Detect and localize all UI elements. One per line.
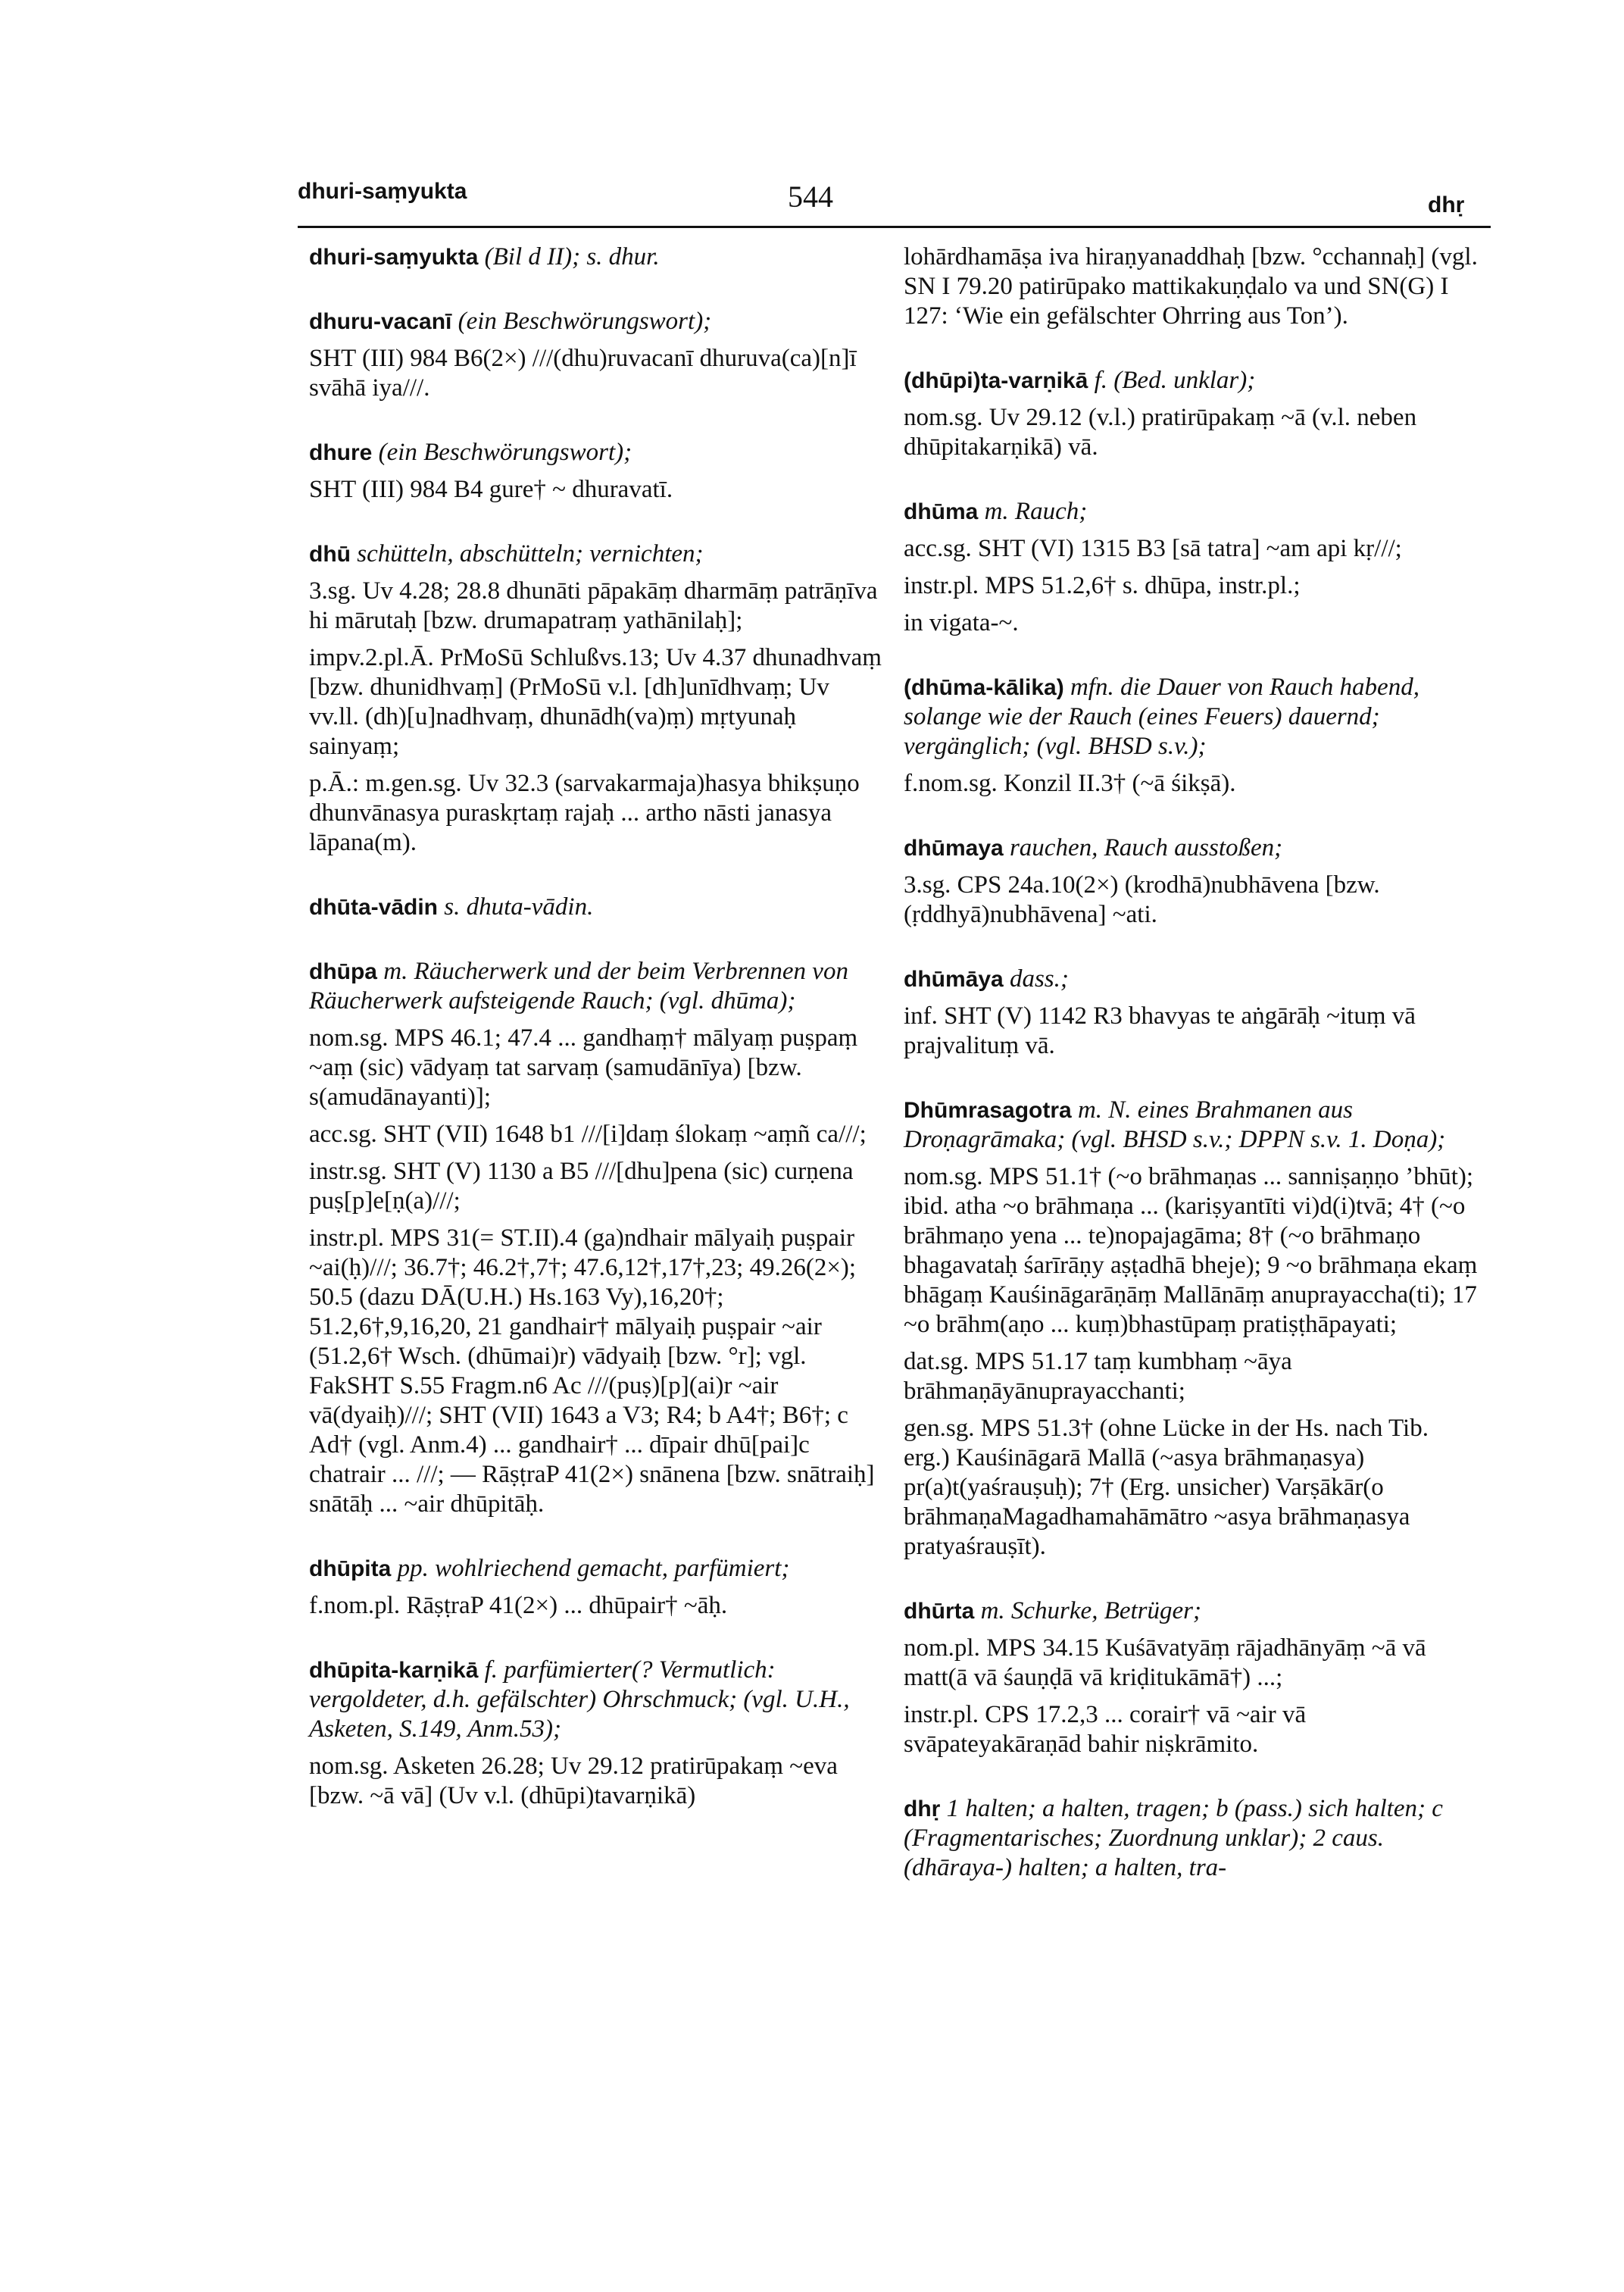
entry-headword: dhṛ [904, 1796, 941, 1821]
dictionary-entry [309, 1554, 885, 1621]
entry-definition: schütteln, abschütteln; vernichten; [357, 540, 704, 568]
entry-definition: (Bil d II); s. dhur. [484, 243, 660, 270]
entry-headword: Dhūmrasagotra [904, 1098, 1072, 1123]
entry-headword: dhūta-vādin [309, 895, 438, 920]
entry-citation: SHT (III) 984 B4 gure† ~ dhuravatī. [309, 476, 673, 503]
entry-definition: pp. wohlriechend gemacht, parfümiert; [397, 1555, 790, 1582]
entry-citation: acc.sg. SHT (VII) 1648 b1 ///[i]daṃ ślokaṃ ~aṃñ ca///; [309, 1121, 867, 1148]
entry-headword: dhūmāya [904, 967, 1004, 992]
entry-citation: instr.pl. MPS 51.2,6† s. dhūpa, instr.pl.; [904, 572, 1301, 599]
dictionary-entry [309, 1656, 885, 1811]
header-rule [298, 226, 1491, 228]
page-number: 544 [788, 180, 833, 214]
entry-headword: dhū [309, 542, 351, 567]
dictionary-entry [309, 307, 885, 403]
entry-citation: f.nom.sg. Konzil II.3† (~ā śikṣā). [904, 770, 1236, 797]
entry-headword: (dhūma-kālika) [904, 675, 1064, 700]
entry-headword: dhure [309, 440, 373, 465]
entry-citation: SHT (III) 984 B6(2×) ///(dhu)ruvacanī dhuruva(ca)[n]ī svāhā iya///. [309, 345, 857, 402]
entry-citation: instr.pl. CPS 17.2,3 ... corair† vā ~air vā svāpateyakāraṇād bahir niṣkrāmito. [904, 1701, 1307, 1758]
entry-definition: mfn. die Dauer von Rauch habend, solange wie der Rauch (eines Feuers) dauernd; vergänglich; (vgl. BHSD s.v.); [904, 674, 1419, 760]
entry-headword: dhuru-vacanī [309, 309, 452, 334]
entry-definition: dass.; [1009, 965, 1069, 993]
entry-citation: instr.pl. MPS 31(= ST.II).4 (ga)ndhair mālyaiḥ puṣpair ~ai(ḥ)///; 36.7†; 46.2†,7†; 47.6,12†,17†,23; 49.26(2×); 50.5 (dazu DĀ(U.H.) Hs.163 Vy),16,20†; 51.2,6†,9,16,20, 21 gandhair† mālyaiḥ puṣpair ~air (51.2,6† Wsch. (dhūmai)r) vādyaiḥ [bzw. °r]; vgl. FakSHT S.55 Fragm.n6 Ac ///(puṣ)[p](ai)r ~air vā(dyaiḥ)///; SHT (VII) 1643 a V3; R4; b A4†; B6†; c Ad† (vgl. Anm.4) ... gandhair† ... dīpair dhū[pai]c chatrair ... ///; — RāṣṭraP 41(2×) snānena [bzw. snātraiḥ] snātāḥ ... ~air dhūpitāḥ. [309, 1224, 875, 1518]
entry-citation: inf. SHT (V) 1142 R3 bhavyas te aṅgārāḥ ~ituṃ vā prajvalituṃ vā. [904, 1002, 1416, 1059]
entry-citation: impv.2.pl.Ā. PrMoSū Schlußvs.13; Uv 4.37 dhunadhvaṃ [bzw. dhunidhvaṃ] (PrMoSū v.l. [dh]unīdhvaṃ; Uv vv.ll. (dh)[u]nadhvaṃ, dhunādh(va)ṃ) mṛtyunaḥ sainyaṃ; [309, 644, 882, 760]
entry-citation: nom.sg. MPS 51.1† (~o brāhmaṇas ... sanniṣaṇṇo ’bhūt); ibid. atha ~o brāhmaṇa ... (kariṣyantīti vi)d(i)tvā; 4† (~o brāhmaṇo yena ... te)nopajagāma; 8† (~o brāhmaṇo bhagavataḥ śarīrāṇy aṣṭadhā bheje); 9 ~o brāhmaṇa ekaṃ bhāgaṃ Kauśināgarāṇāṃ Mallānāṃ anuprayaccha(ti); 17 ~o brāhm(aṇo ... kuṃ)bhastūpaṃ pratiṣṭhāpayati; [904, 1163, 1478, 1338]
running-head-right: dhṛ [1428, 192, 1465, 217]
dictionary-entry [904, 1596, 1479, 1759]
entry-definition: f. (Bed. unklar); [1094, 367, 1256, 394]
entry-definition: m. Räucherwerk und der beim Verbrennen von Räucherwerk aufsteigende Rauch; (vgl. dhūma); [309, 958, 848, 1015]
dictionary-entry [904, 242, 1479, 331]
entry-headword: dhūpita-karṇikā [309, 1658, 479, 1683]
right-column [904, 242, 1479, 1918]
entry-citation: nom.sg. Asketen 26.28; Uv 29.12 pratirūpakaṃ ~eva [bzw. ~ā vā] (Uv v.l. (dhūpi)tavarṇikā) [309, 1753, 838, 1809]
entry-citation: f.nom.pl. RāṣṭraP 41(2×) ... dhūpair† ~āḥ. [309, 1592, 728, 1619]
entry-citation: in vigata-~. [904, 609, 1019, 636]
entry-citation: nom.sg. Uv 29.12 (v.l.) pratirūpakaṃ ~ā (v.l. neben dhūpitakarṇikā) vā. [904, 404, 1417, 461]
entry-citation: 3.sg. CPS 24a.10(2×) (krodhā)nubhāvena [bzw. (ṛddhyā)nubhāvena] ~ati. [904, 871, 1380, 928]
dictionary-entry [904, 965, 1479, 1061]
entry-definition: 1 halten; a halten, tragen; b (pass.) sich halten; c (Fragmentarisches; Zuordnung unklar); 2 caus. (dhāraya-) halten; a halten, tra- [904, 1795, 1443, 1881]
dictionary-entry [904, 1794, 1479, 1883]
entry-headword: dhūma [904, 499, 979, 524]
entry-definition: (ein Beschwörungswort); [458, 308, 712, 335]
entry-citation: gen.sg. MPS 51.3† (ohne Lücke in der Hs. nach Tib. erg.) Kauśināgarā Mallā (~asya brāhmaṇasya) pr(a)t(yaśrauṣuḥ); 7† (Erg. unsicher) Varṣākār(o brāhmaṇaMagadhamahāmātro ~asya brāhmaṇasya pratyaśrauṣīt). [904, 1415, 1429, 1560]
entry-citation: 3.sg. Uv 4.28; 28.8 dhunāti pāpakāṃ dharmāṃ patrāṇīva hi mārutaḥ [bzw. drumapatraṃ yathānilaḥ]; [309, 577, 878, 634]
entry-definition: m. Schurke, Betrüger; [980, 1597, 1201, 1624]
dictionary-entry [904, 497, 1479, 638]
dictionary-entry [309, 957, 885, 1519]
entry-citation: instr.sg. SHT (V) 1130 a B5 ///[dhu]pena (sic) curṇena puṣ[p]e[ṇ(a)///; [309, 1158, 854, 1215]
dictionary-entry [309, 893, 885, 922]
dictionary-entry [309, 242, 885, 272]
entry-citation: nom.sg. MPS 46.1; 47.4 ... gandhaṃ† mālyaṃ puṣpaṃ ~aṃ (sic) vādyaṃ tat sarvaṃ (samudānīya) [bzw. s(amudānayanti)]; [309, 1024, 858, 1111]
entry-headword: dhuri-saṃyukta [309, 245, 479, 270]
entry-definition: m. N. eines Brahmanen aus Droṇagrāmaka; (vgl. BHSD s.v.; DPPN s.v. 1. Doṇa); [904, 1096, 1446, 1153]
dictionary-entry [904, 833, 1479, 930]
running-head-left: dhuri-saṃyukta [298, 179, 467, 204]
entry-definition: f. parfümierter(? Vermutlich: vergoldeter, d.h. gefälschter) Ohrschmuck; (vgl. U.H., Asketen, S.149, Anm.53); [309, 1656, 850, 1743]
left-column [309, 242, 885, 1846]
entry-citation: p.Ā.: m.gen.sg. Uv 32.3 (sarvakarmaja)hasya bhikṣuṇo dhunvānasya puraskṛtaṃ rajaḥ ... artho nāsti janasya lāpana(m). [309, 770, 860, 856]
dictionary-entry [309, 438, 885, 505]
entry-headword: (dhūpi)ta-varṇikā [904, 368, 1088, 393]
dictionary-entry [904, 673, 1479, 799]
dictionary-entry [904, 1096, 1479, 1562]
entry-headword: dhūpa [309, 959, 377, 984]
entry-headword: dhūmaya [904, 836, 1004, 861]
dictionary-entry [904, 366, 1479, 462]
entry-definition: m. Rauch; [984, 498, 1088, 525]
entry-headword: dhūrta [904, 1599, 975, 1624]
entry-definition: s. dhuta-vādin. [444, 893, 594, 921]
entry-citation: lohārdhamāṣa iva hiraṇyanaddhaḥ [bzw. °cchannaḥ] (vgl. SN I 79.20 patirūpako mattikakuṇḍalo va und SN(G) I 127: ‘Wie ein gefälschter Ohrring aus Ton’). [904, 243, 1478, 330]
entry-citation: acc.sg. SHT (VI) 1315 B3 [sā tatra] ~am api kṛ///; [904, 535, 1402, 562]
entry-citation: nom.pl. MPS 34.15 Kuśāvatyāṃ rājadhānyāṃ ~ā vā matt(ā vā śauṇḍā vā kriḍitukāmā†) ...; [904, 1634, 1426, 1691]
entry-citation: dat.sg. MPS 51.17 taṃ kumbhaṃ ~āya brāhmaṇāyānuprayacchanti; [904, 1348, 1292, 1405]
entry-definition: (ein Beschwörungswort); [378, 439, 632, 466]
dictionary-entry [309, 539, 885, 858]
entry-definition: rauchen, Rauch ausstoßen; [1009, 834, 1283, 861]
entry-headword: dhūpita [309, 1556, 392, 1581]
